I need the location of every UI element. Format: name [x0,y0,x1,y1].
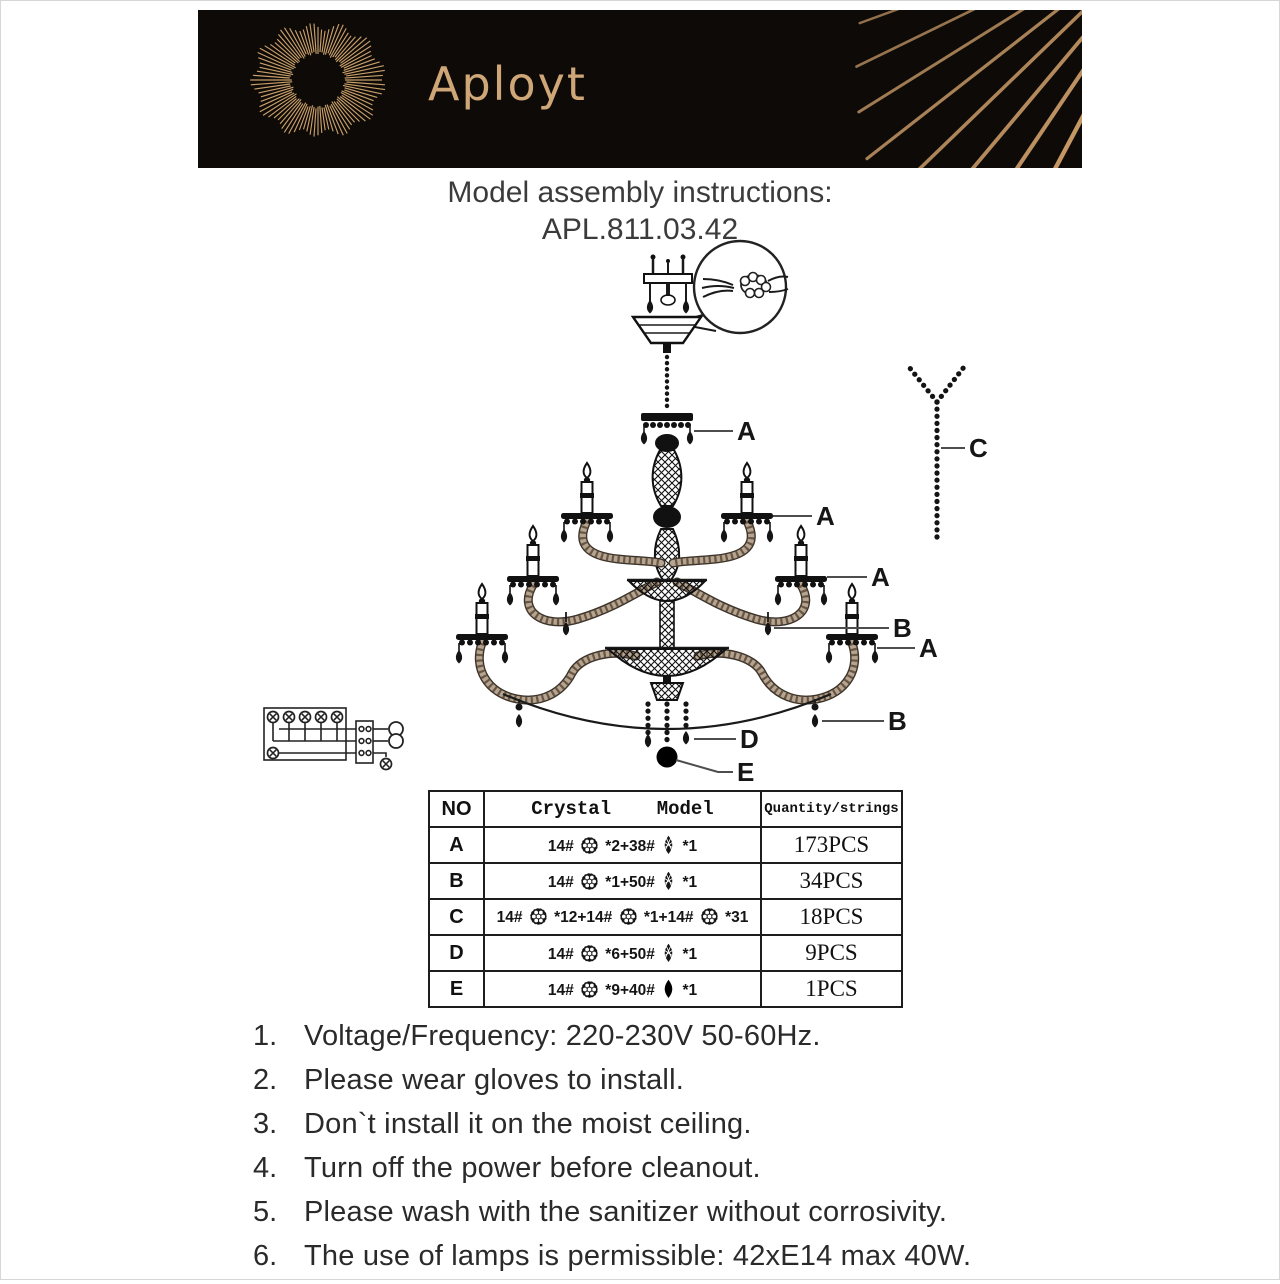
table-row [429,827,902,863]
instruction-number: 2. [253,1064,278,1096]
rosette-crystal-icon [580,944,599,963]
rosette-crystal-icon [580,872,599,891]
solid-drop-crystal-icon [661,979,676,999]
instruction-number: 5. [253,1196,278,1228]
drop-crystal-icon [661,943,676,963]
instruction-item [253,1152,1113,1185]
instruction-text: The use of lamps is permissible: 42xE14 max 40W. [304,1240,972,1272]
instruction-list [253,1020,1113,1284]
row-quantity: 34PCS [761,863,902,899]
instruction-text: Turn off the power before cleanout. [304,1152,761,1184]
table-row [429,935,902,971]
instruction-text: Please wash with the sanitizer without corrosivity. [304,1196,948,1228]
row-no: A [429,827,484,863]
wiring-diagram [264,708,403,770]
table-header-row [429,791,902,827]
model-number: APL.811.03.42 [541,213,739,246]
brand-banner [198,10,1082,168]
row-quantity: 173PCS [761,827,902,863]
row-no: D [429,935,484,971]
label-b-2: B [888,706,907,736]
row-no: B [429,863,484,899]
label-c: C [969,433,988,463]
rosette-crystal-icon [580,980,599,999]
row-no: C [429,899,484,935]
brand-name: Aployt [428,57,587,111]
table-row [429,863,902,899]
col-header-no: NO [429,791,484,827]
label-a-1: A [737,416,756,446]
instruction-item [253,1108,1113,1141]
top-crown [641,413,693,452]
instruction-number: 3. [253,1108,278,1140]
row-no: E [429,971,484,1007]
ceiling-bracket-sketch [644,255,692,314]
instruction-item [253,1240,1113,1273]
rosette-crystal-icon [619,907,638,926]
instruction-text: Voltage/Frequency: 220-230V 50-60Hz. [304,1020,821,1052]
canopy [633,317,701,353]
label-b-1: B [893,613,912,643]
page-title: Model assembly instructions: [447,176,833,209]
banner-artwork [198,10,1082,168]
instruction-item [253,1196,1113,1229]
row-crystal-spec: 14# *2+38# *1 [484,827,761,863]
instruction-number: 6. [253,1240,278,1272]
instruction-number: 1. [253,1020,278,1052]
label-a-4: A [919,633,938,663]
rosette-crystal-icon [529,907,548,926]
bottom-bead-strings [503,694,831,768]
instruction-text: Please wear gloves to install. [304,1064,684,1096]
col-header-quantity: Quantity/strings [761,791,902,827]
drop-crystal-icon [661,835,676,855]
sunburst-logo-icon [250,23,385,136]
table-row [429,971,902,1007]
part-c-bead-string [909,367,964,540]
row-quantity: 18PCS [761,899,902,935]
col-header-crystal-model: Crystal Model [484,791,761,827]
label-a-2: A [816,501,835,531]
row-crystal-spec: 14# *9+40# *1 [484,971,761,1007]
instruction-item [253,1020,1113,1053]
instruction-number: 4. [253,1152,278,1184]
table-row [429,899,902,935]
row-quantity: 1PCS [761,971,902,1007]
row-crystal-spec: 14# *1+50# *1 [484,863,761,899]
label-e: E [737,757,755,787]
row-crystal-spec: 14# *12+14# *1+14# *31 [484,899,761,935]
finial-ball [657,747,678,768]
row-quantity: 9PCS [761,935,902,971]
label-d: D [740,724,759,754]
drop-crystal-icon [661,871,676,891]
instruction-item [253,1064,1113,1097]
row-crystal-spec: 14# *6+50# *1 [484,935,761,971]
instruction-text: Don`t install it on the moist ceiling. [304,1108,752,1140]
label-a-3: A [871,562,890,592]
parts-table [428,790,903,1008]
corner-rays-icon [857,10,1083,168]
rosette-crystal-icon [700,907,719,926]
rosette-crystal-icon [580,836,599,855]
